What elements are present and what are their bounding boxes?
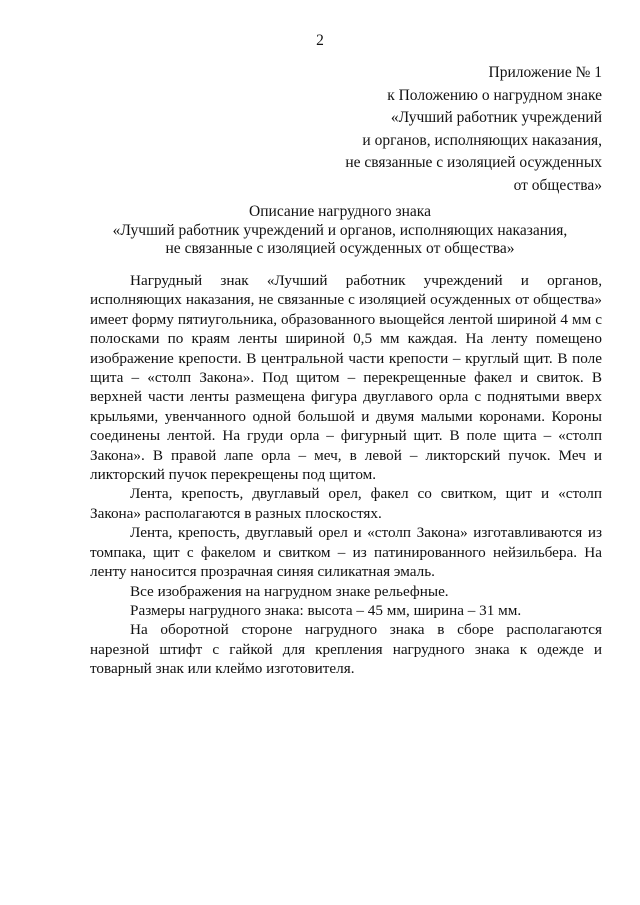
title-line: Описание нагрудного знака <box>249 203 431 220</box>
appendix-line: «Лучший работник учреждений <box>390 109 602 126</box>
appendix-line: и органов, исполняющих наказания, <box>362 131 602 149</box>
appendix-line: от общества» <box>513 176 602 194</box>
title-line: не связанные с изоляцией осужденных от общества» <box>165 240 515 257</box>
body-paragraph: Размеры нагрудного знака: высота – 45 мм, ширина – 31 мм. <box>130 601 522 619</box>
document-body <box>90 271 602 679</box>
appendix-line: не связанные с изоляцией осужденных <box>345 154 602 171</box>
appendix-line: Приложение № 1 <box>488 64 602 81</box>
page-number: 2 <box>316 32 324 49</box>
body-paragraph: Нагрудный знак «Лучший работник учреждений и органов, исполняющих наказания, не связанные с изоляцией осужденных от общества» имеет форму пятиугольника, образованного выощейся лентой шириной 4 мм с полосками по краям ленты шириной 0,5 мм каждая. На ленту помещено изображение крепости. В центральной части крепости – круглый щит. В поле щита – «столп Закона». Под щитом – перекрещенные факел и свиток. В верхней части ленты размещена фигура двуглавого орла с поднятыми вверх крыльями, увенчанного одной большой и двумя малыми коронами. Короны соединены лентой. На груди орла – фигурный щит. В поле щита – «столп Закона». В правой лапе орла – меч, в левой – ликторский пучок. Меч и ликторский пучок перекрещены под щитом. <box>90 272 602 484</box>
body-paragraph: На оборотной стороне нагрудного знака в сборе располагаются нарезной штифт с гайкой для крепления нагрудного знака к одежде и товарный знак или клеймо изготовителя. <box>90 621 602 678</box>
appendix-header <box>300 62 602 197</box>
appendix-line: к Положению о нагрудном знаке <box>387 86 602 104</box>
body-paragraph: Лента, крепость, двуглавый орел, факел со свитком, щит и «столп Закона» располагаются в разных плоскостях. <box>90 485 602 522</box>
title-line: «Лучший работник учреждений и органов, исполняющих наказания, <box>112 221 568 239</box>
body-paragraph: Лента, крепость, двуглавый орел и «столп Закона» изготавливаются из томпака, щит с факелом и свитком – из патинированного нейзильбера. На ленту наносится прозрачная синяя силикатная эмаль. <box>90 524 602 581</box>
document-title <box>60 203 620 259</box>
body-paragraph: Все изображения на нагрудном знаке рельефные. <box>130 582 449 600</box>
